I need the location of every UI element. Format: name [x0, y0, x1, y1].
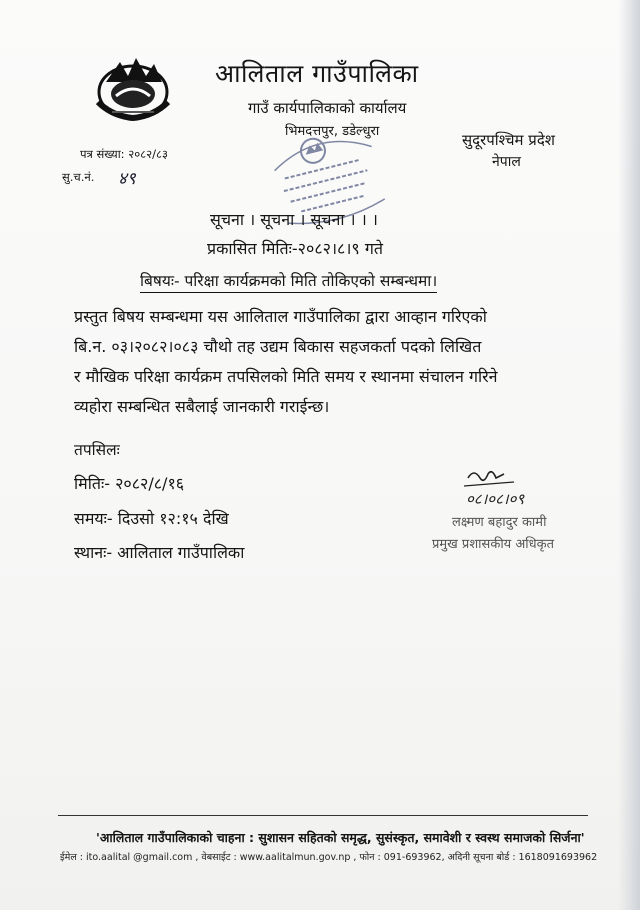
footer-motto: 'आलिताल गाउँपालिकाको चाहना : सुशासन सहितको समृद्ध, सुसंस्कृत, समावेशी र स्वस्थ समाजको सिर्जना' — [96, 830, 585, 845]
letter-number: पत्र संख्या: २०८२/८३ — [80, 147, 168, 161]
handwritten-signature — [448, 466, 578, 512]
office-address: भिमदत्तपुर, डडेल्धुरा — [285, 124, 380, 139]
subject-line: बिषयः- परिक्षा कार्यक्रमको मिति तोकिएको सम्बन्धमा। — [140, 269, 437, 293]
details-label: तपसिलः — [74, 441, 120, 459]
published-date: प्रकासित मितिः-२०८२।८।९ गते — [207, 239, 383, 258]
signature-date: ०८।०८।०९ — [466, 490, 525, 508]
notice-heading: सूचना । सूचना । सूचना । । । — [210, 210, 378, 229]
province-name: सुदूरपश्चिम प्रदेश — [462, 131, 555, 149]
country-name: नेपाल — [492, 154, 521, 170]
office-subtitle: गाउँ कार्यपालिकाको कार्यालय — [248, 99, 407, 117]
signer-title: प्रमुख प्रशासकीय अधिकृत — [432, 537, 555, 552]
body-line: प्रस्तुत बिषय सम्बन्धमा यस आलिताल गाउँपालिका द्वारा आव्हान गरिएको — [74, 307, 487, 326]
exam-date: मितिः- २०८२/८/१६ — [74, 474, 185, 493]
body-line: र मौखिक परिक्षा कार्यक्रम तपसिलको मिति समय र स्थानमा संचालन गरिने — [74, 367, 498, 386]
serial-label: सु.च.नं. — [62, 170, 95, 184]
serial-value: ४९ — [118, 169, 136, 189]
signer-name: लक्ष्मण बहादुर कामी — [452, 515, 547, 530]
exam-place: स्थानः- आलिताल गाउँपालिका — [74, 543, 245, 562]
body-line: व्यहोरा सम्बन्धित सबैलाई जानकारी गराईन्छ। — [74, 397, 330, 416]
body-line: बि.न. ०३।२०८२।०८३ चौथो तह उद्यम बिकास सहजकर्ता पदको लिखित — [74, 337, 482, 356]
footer-contact: ईमेल : ito.aalital @gmail.com , वेबसाईट : www.aalitalmun.gov.np , फोन : 091-693962, अदिनी सूचना बोर्ड : 1618091693962 — [60, 852, 598, 863]
notice-body — [74, 302, 594, 422]
footer-divider — [58, 815, 588, 816]
municipality-title: आलिताल गाउँपालिका — [215, 59, 419, 88]
nepal-emblem-logo — [92, 52, 174, 124]
exam-time: समयः- दिउसो १२:१५ देखि — [74, 509, 229, 528]
